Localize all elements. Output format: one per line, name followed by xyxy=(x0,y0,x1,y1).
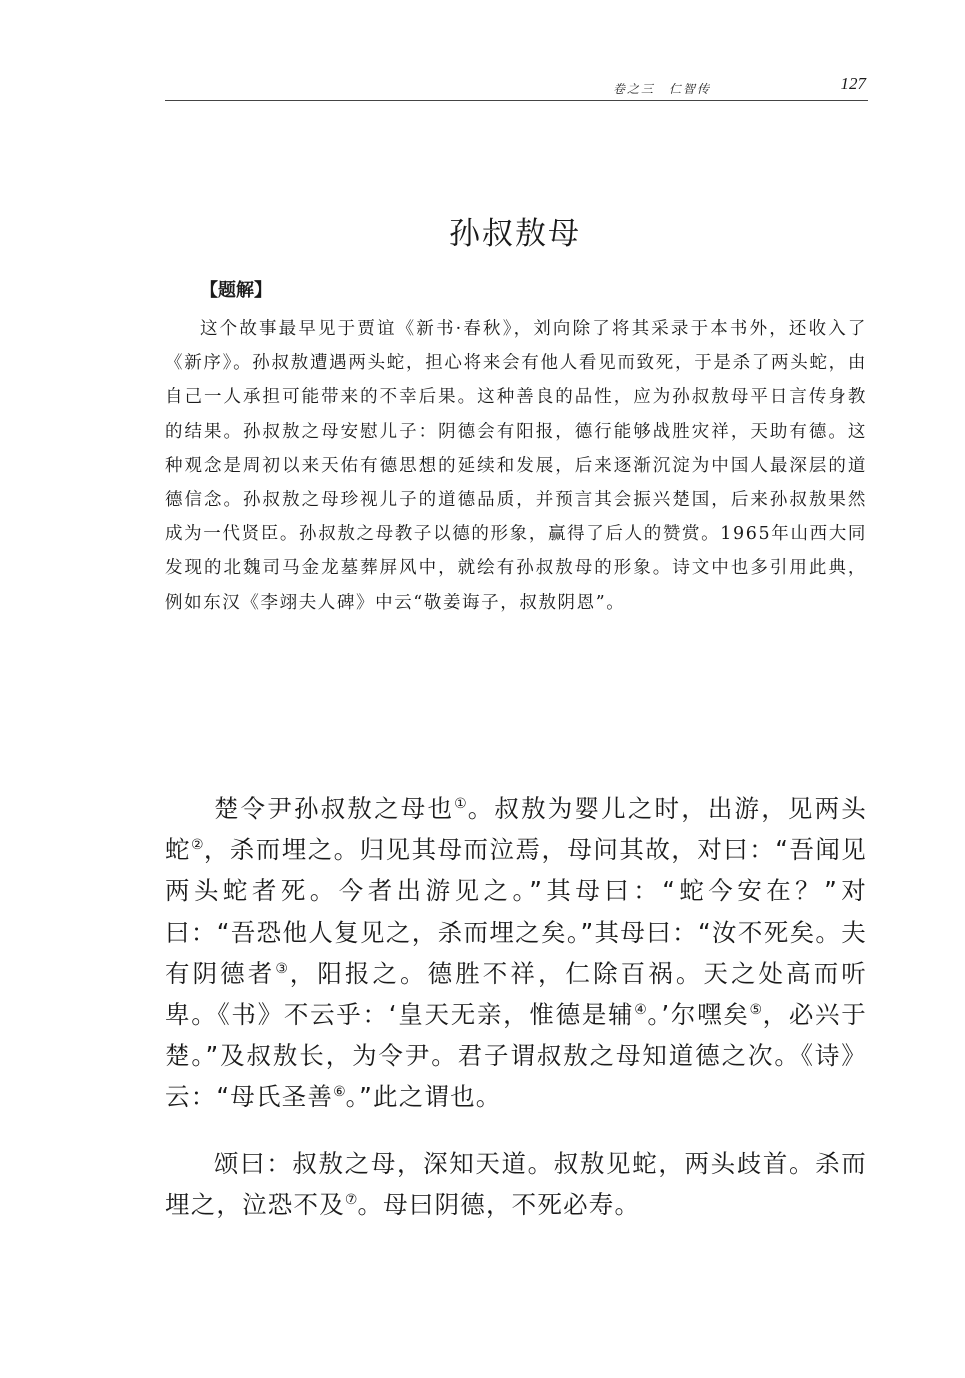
tijie-paragraph: 这个故事最早见于贾谊《新书·春秋》，刘向除了将其采录于本书外，还收入了《新序》。孙叔敖遭遇两头蛇，担心将来会有他人看见而致死，于是杀了两头蛇，由自己一人承担可能带来的不幸后果。这种善良的品性，应为孙叔敖母平日言传身教的结果。孙叔敖之母安慰儿子：阴德会有阳报，德行能够战胜灾祥，天助有德。这种观念是周初以来天佑有德思想的延续和发展，后来逐渐沉淀为中国人最深层的道德信念。孙叔敖之母珍视儿子的道德品质，并预言其会振兴楚国，后来孙叔敖果然成为一代贤臣。孙叔敖之母教子以德的形象，赢得了后人的赞赏。1965年山西大同发现的北魏司马金龙墓葬屏风中，就绘有孙叔敖母的形象。诗文中也多引用此典，例如东汉《李翊夫人碑》中云“敬姜诲子，叔敖阴恩”。 xyxy=(165,319,867,613)
footnote-marker-1[interactable]: ① xyxy=(454,796,468,812)
chapter-title: 孙叔敖母 xyxy=(449,216,581,252)
main-text-segment: 楚令尹孙叔敖之母也 xyxy=(214,794,455,823)
footnote-marker-6[interactable]: ⑥ xyxy=(333,1084,346,1101)
footnote-marker-2[interactable]: ② xyxy=(190,837,204,854)
main-text-segment: ，必兴于楚。”及叔敖长，为令尹。君子谓叔敖之母知道德之次。《诗》云：“母氏圣善 xyxy=(165,1000,867,1112)
main-text-segment: 。’尔嘿矣 xyxy=(647,1000,750,1030)
running-header xyxy=(165,70,868,101)
verse-segment: 颂曰：叔敖之母，深知天道。叔敖见蛇，两头歧首。杀而埋之，泣恐不及 xyxy=(165,1149,867,1220)
main-text-segment: 。”此之谓也。 xyxy=(345,1082,502,1112)
footnote-marker-4[interactable]: ④ xyxy=(634,1002,648,1019)
main-text-segment: ，杀而埋之。归见其母而泣焉，母问其故，对曰：“吾闻见两头蛇者死。今者出游见之。”其母曰：“蛇今安在？”对曰：“吾恐他人复见之，杀而埋之矣。”其母曰：“汝不死矣。夫有阴德者 xyxy=(165,835,868,988)
footnote-marker-3[interactable]: ③ xyxy=(275,960,290,977)
running-head-section: 卷之三 仁智传 xyxy=(613,82,712,96)
main-text-paragraph xyxy=(165,788,867,1118)
footnote-marker-7[interactable]: ⑦ xyxy=(344,1192,358,1209)
main-text-segment: ，阳报之。德胜不祥，仁除百祸。天之处高而听卑。《书》不云乎：‘皇天无亲，惟德是辅 xyxy=(165,958,867,1030)
tijie-label: 【题解】 xyxy=(200,280,272,301)
verse-segment: 。母曰阴德，不死必寿。 xyxy=(357,1190,641,1220)
main-text-segment: 。叔敖为婴儿之时，出游，见两头蛇 xyxy=(165,794,867,865)
verse-paragraph xyxy=(165,1143,867,1225)
page-number: 127 xyxy=(840,74,866,93)
footnote-marker-5[interactable]: ⑤ xyxy=(749,1002,763,1019)
